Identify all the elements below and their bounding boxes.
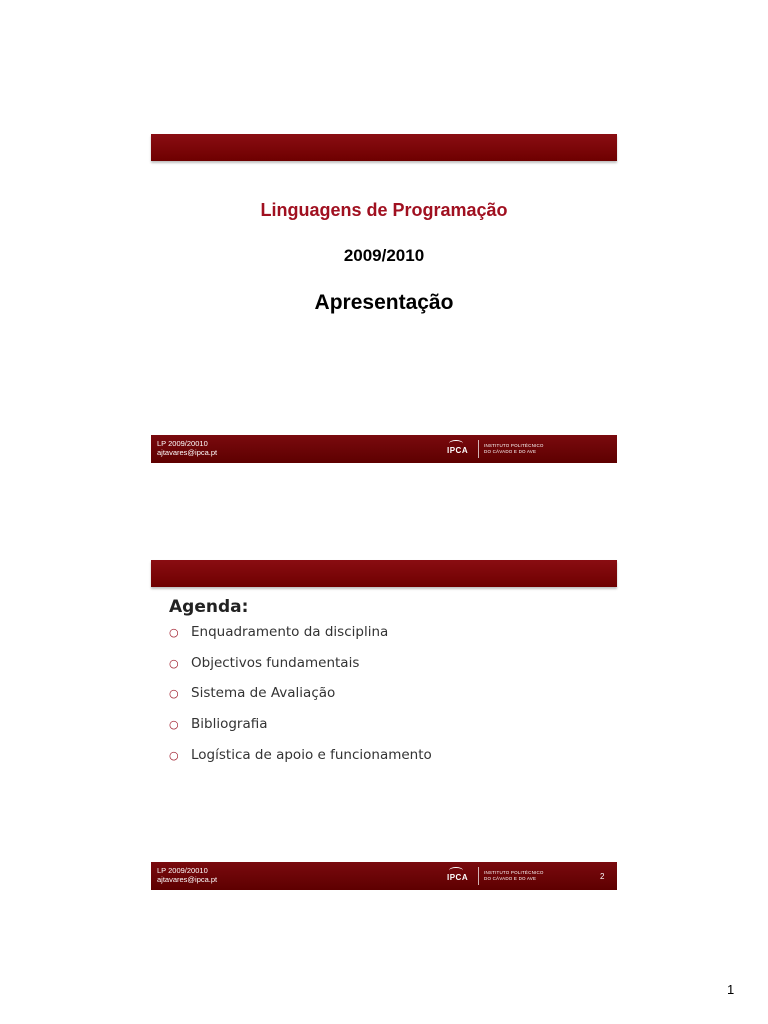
agenda-item-label: Logística de apoio e funcionamento [191, 746, 432, 763]
slide-subtitle: Apresentação [314, 291, 454, 314]
agenda-item [169, 747, 432, 778]
footer-course-info [157, 867, 217, 884]
circle-bullet-icon: ○ [169, 748, 179, 762]
circle-bullet-icon: ○ [169, 718, 179, 732]
agenda-list [169, 624, 432, 777]
footer-divider [478, 440, 479, 458]
agenda-item-label: Objectivos fundamentais [191, 654, 360, 671]
footer-course: LP 2009/20010 [157, 439, 208, 448]
agenda-item-label: Bibliografia [191, 716, 268, 733]
slide-footer [151, 435, 617, 463]
footer-email: ajtavares@ipca.pt [157, 447, 218, 457]
footer-institute: INSTITUTO POLITÉCNICO DO CÁVADO E DO AVE [484, 870, 544, 881]
slide-footer [151, 862, 617, 890]
slide-year: 2009/2010 [343, 246, 425, 265]
circle-bullet-icon: ○ [169, 687, 179, 701]
footer-course-info [157, 440, 217, 457]
agenda-heading: Agenda: [169, 597, 249, 617]
slide-title: Linguagens de Programação [260, 200, 508, 220]
slide-2 [151, 560, 617, 892]
agenda-item [169, 716, 432, 747]
ipca-logo: IPCA [443, 439, 479, 459]
footer-divider [478, 867, 479, 885]
slide-header-bar [151, 560, 617, 587]
ipca-logo: IPCA [443, 866, 479, 886]
slide-header-bar [151, 134, 617, 161]
footer-institute: INSTITUTO POLITÉCNICO DO CÁVADO E DO AVE [484, 443, 544, 454]
agenda-item-label: Enquadramento da disciplina [191, 624, 389, 640]
agenda-item [169, 624, 432, 655]
agenda-item [169, 685, 432, 716]
circle-bullet-icon: ○ [169, 656, 179, 670]
page-number: 1 [727, 982, 735, 997]
footer-email: ajtavares@ipca.pt [157, 874, 218, 884]
agenda-item-label: Sistema de Avaliação [191, 685, 336, 702]
footer-course: LP 2009/20010 [157, 866, 208, 875]
slide-1 [151, 134, 617, 464]
agenda-item [169, 655, 432, 686]
circle-bullet-icon: ○ [169, 626, 179, 639]
slide-number: 2 [600, 872, 605, 881]
